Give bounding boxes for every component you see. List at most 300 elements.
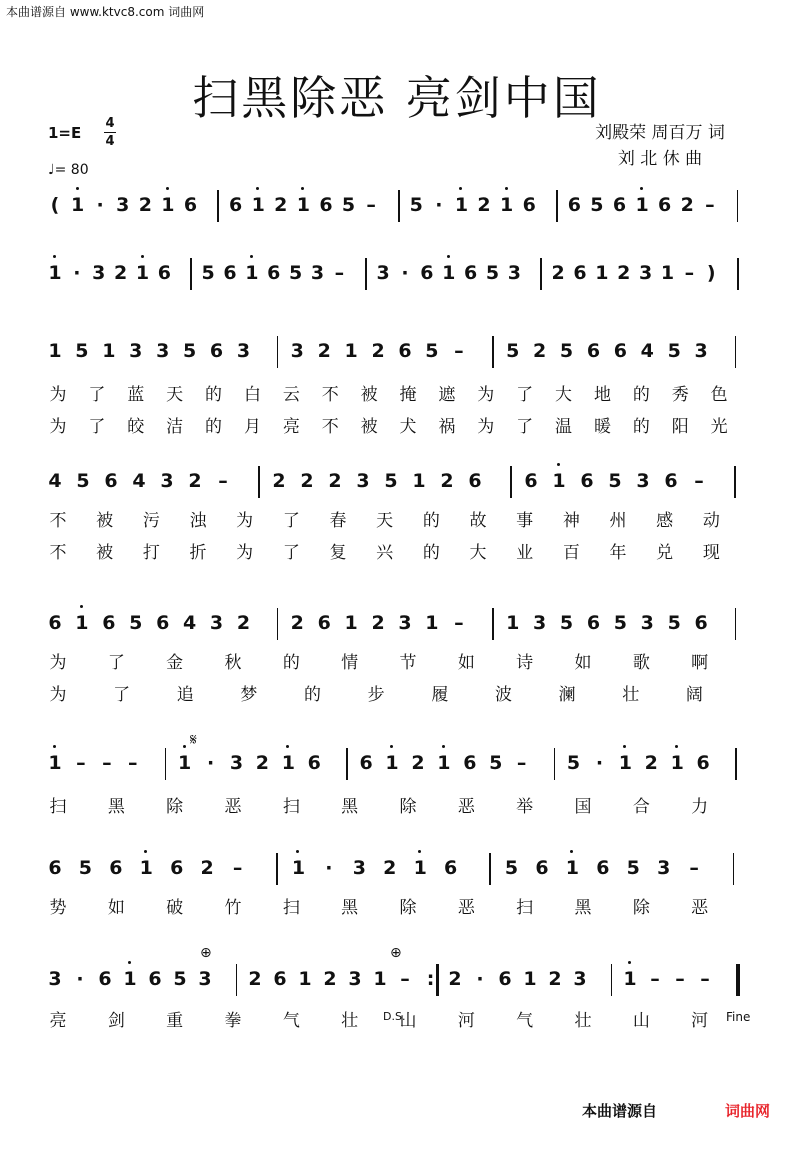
note: 6	[317, 612, 331, 634]
note: –	[675, 968, 685, 990]
lyric-char: 合	[632, 797, 650, 817]
note: 1	[506, 612, 520, 634]
lyric-char: 壮	[341, 1011, 359, 1031]
note: –	[366, 194, 376, 216]
note: –	[694, 470, 704, 492]
bar-line	[554, 748, 556, 780]
note: ·	[206, 752, 215, 774]
note: 5	[590, 194, 604, 216]
lyric-char: 山	[399, 1011, 417, 1031]
lyric-char: 除	[399, 898, 417, 918]
lyric-char: 诗	[516, 653, 534, 673]
lyric-char: 为	[477, 417, 495, 437]
note: 5	[566, 752, 581, 774]
note: 3	[310, 262, 325, 284]
note: 6	[170, 857, 184, 879]
note: 1	[442, 262, 456, 284]
note: 5	[182, 340, 197, 362]
note: 6	[183, 194, 198, 216]
note: 6	[420, 262, 434, 284]
time-signature	[104, 116, 116, 149]
lyric-char: 蓝	[127, 385, 145, 405]
ds-mark: D.S.	[383, 1010, 406, 1023]
song-title: 扫黑除恶 亮剑中国	[192, 71, 602, 125]
note: 1	[344, 340, 358, 362]
lyric-char: 黑	[107, 797, 125, 817]
note: 6	[580, 470, 594, 492]
note: 5	[608, 470, 622, 492]
note: ·	[76, 968, 84, 990]
lyric-char: 河	[457, 1011, 475, 1031]
note: ·	[476, 968, 484, 990]
bar-line	[737, 258, 739, 290]
note: 6	[468, 470, 482, 492]
note: 1	[618, 752, 632, 774]
note: 2	[248, 968, 262, 990]
note: 1	[75, 612, 89, 634]
lyric-char: 举	[516, 797, 534, 817]
lyric-char: 折	[189, 543, 207, 563]
lyric-char: 不	[49, 511, 67, 531]
lyric-char: 节	[399, 653, 417, 673]
fine-mark: Fine	[726, 1010, 751, 1024]
lyric-char: 动	[702, 511, 720, 531]
note: 6	[48, 612, 62, 634]
lyric-char: 洁	[166, 417, 184, 437]
tempo-mark: ♩= 80	[48, 162, 89, 178]
note: 2	[411, 752, 425, 774]
note: 6	[613, 340, 627, 362]
note: 5	[506, 340, 520, 362]
lyric-char: 破	[166, 898, 184, 918]
note: 1	[500, 194, 514, 216]
lyric-char: 年	[609, 543, 627, 563]
note: ·	[435, 194, 443, 216]
note: ·	[401, 262, 409, 284]
repeat-dots: :	[426, 968, 435, 990]
lyric-char: 剑	[107, 1011, 125, 1031]
note: 3	[160, 470, 174, 492]
note: 1	[373, 968, 387, 990]
note: 5	[78, 857, 93, 879]
note: 5	[425, 340, 439, 362]
lyric-char: 被	[360, 417, 378, 437]
lyric-char: 壮	[622, 685, 640, 705]
note: –	[454, 612, 464, 634]
note: 2	[617, 262, 631, 284]
lyric-char: 如	[574, 653, 592, 673]
lyric-char: 大	[469, 543, 487, 563]
note: 6	[694, 612, 708, 634]
note: 1	[136, 262, 150, 284]
note: 1	[71, 194, 85, 216]
note: 6	[567, 194, 581, 216]
note: –	[454, 340, 464, 362]
bar-line	[398, 190, 400, 222]
note: –	[400, 968, 410, 990]
lyricist-credit: 刘殿荣 周百万 词	[595, 123, 725, 143]
lyric-char: 重	[166, 1011, 184, 1031]
note: 2	[200, 857, 214, 879]
note: 1	[251, 194, 265, 216]
note: 3	[356, 470, 370, 492]
lyric-char: 为	[477, 385, 495, 405]
note: 6	[102, 612, 116, 634]
note: –	[689, 857, 699, 879]
note: 3	[129, 340, 143, 362]
note: 1	[48, 262, 62, 284]
bar-line	[190, 258, 192, 290]
note: 3	[573, 968, 587, 990]
footer-source: 本曲谱源自	[582, 1102, 658, 1120]
note: ·	[595, 752, 604, 774]
lyric-char: 业	[516, 543, 534, 563]
credits	[560, 120, 760, 172]
lyric-char: 如	[457, 653, 475, 673]
note: 6	[498, 968, 512, 990]
note: 5	[129, 612, 143, 634]
lyric-char: 色	[710, 385, 728, 405]
bar-line	[540, 258, 542, 290]
lyric-char: 扫	[516, 898, 534, 918]
bar-line	[277, 608, 279, 640]
note: 6	[612, 194, 627, 216]
note: –	[700, 968, 710, 990]
note: 1	[437, 752, 451, 774]
key-signature: 1=E	[48, 124, 82, 142]
lyric-char: 澜	[558, 685, 576, 705]
note: 1	[523, 968, 537, 990]
note: 3	[116, 194, 130, 216]
note: 1	[552, 470, 566, 492]
note: 2	[114, 262, 128, 284]
lyric-char: 暖	[593, 417, 611, 437]
lyric-char: 的	[282, 653, 300, 673]
coda-mark-2: ⊕	[390, 945, 402, 961]
note: 6	[573, 262, 587, 284]
lyric-char: 地	[593, 385, 611, 405]
lyric-char: 了	[282, 543, 300, 563]
note: –	[218, 470, 228, 492]
lyric-char: 的	[422, 543, 440, 563]
note: 3	[348, 968, 362, 990]
coda-mark-1: ⊕	[200, 945, 212, 961]
lyric-char: 如	[107, 898, 125, 918]
lyric-char: 现	[702, 543, 720, 563]
note: 5	[613, 612, 627, 634]
lyric-char: 的	[632, 417, 650, 437]
note: 5	[75, 340, 89, 362]
lyric-char: 金	[166, 653, 184, 673]
note: 6	[524, 470, 538, 492]
note: 5	[667, 340, 681, 362]
lyric-char: 河	[691, 1011, 709, 1031]
note: 1	[291, 857, 305, 879]
bar-line	[236, 964, 238, 996]
note: 2	[274, 194, 288, 216]
note: 1	[623, 968, 637, 990]
note: 2	[551, 262, 565, 284]
note: 3	[290, 340, 304, 362]
lyric-char: 百	[562, 543, 580, 563]
note: 1	[281, 752, 295, 774]
time-sig-bottom: 4	[105, 134, 115, 149]
note: 3	[48, 968, 62, 990]
bar-line	[346, 748, 348, 780]
lyric-char: 扫	[282, 898, 300, 918]
lyric-char: 恶	[457, 797, 475, 817]
note: 1	[178, 752, 192, 774]
note: 2	[272, 470, 286, 492]
lyric-char: 恶	[457, 898, 475, 918]
lyric-char: 秀	[671, 385, 689, 405]
lyric-char: 波	[494, 685, 512, 705]
note: 4	[182, 612, 197, 634]
lyric-char: 恶	[691, 898, 709, 918]
bar-line	[737, 190, 739, 222]
note: 5	[76, 470, 90, 492]
lyric-char: 气	[282, 1011, 300, 1031]
note: 5	[489, 752, 503, 774]
note: 6	[359, 752, 373, 774]
lyric-char: 不	[321, 417, 339, 437]
note: 6	[157, 262, 171, 284]
lyric-char: 了	[516, 417, 534, 437]
note: 1	[161, 194, 175, 216]
note: 2	[317, 340, 331, 362]
note: 1	[595, 262, 609, 284]
note: 6	[209, 340, 224, 362]
note: 1	[48, 340, 62, 362]
lyric-char: 的	[205, 417, 223, 437]
note: –	[334, 262, 345, 284]
note: 5	[559, 612, 574, 634]
note: 2	[300, 470, 314, 492]
note: 1	[102, 340, 116, 362]
bar-line	[365, 258, 367, 290]
note: 1	[245, 262, 259, 284]
lyric-char: 的	[632, 385, 650, 405]
lyric-char: 恶	[224, 797, 242, 817]
note: 1	[123, 968, 137, 990]
note: –	[128, 752, 138, 774]
lyric-char: 复	[329, 543, 347, 563]
lyric-char: 感	[656, 511, 674, 531]
lyric-char: 月	[243, 417, 261, 437]
note: 2	[477, 194, 491, 216]
note: –	[684, 262, 695, 284]
lyric-char: 浊	[189, 511, 207, 531]
note: 3	[639, 262, 653, 284]
note: –	[232, 857, 243, 879]
note: 6	[273, 968, 287, 990]
bar-line	[489, 853, 491, 885]
note: 5	[384, 470, 398, 492]
note: 2	[323, 968, 337, 990]
note: 5	[667, 612, 681, 634]
note: 4	[48, 470, 62, 492]
note: )	[706, 262, 716, 284]
note: 6	[319, 194, 333, 216]
note: 2	[290, 612, 304, 634]
lyric-char: 扫	[49, 797, 67, 817]
lyric-char: 被	[360, 385, 378, 405]
note: 6	[463, 752, 477, 774]
note: 2	[188, 470, 202, 492]
note: 1	[425, 612, 439, 634]
lyric-char: 温	[555, 417, 573, 437]
bar-line	[165, 748, 167, 780]
lyric-char: 不	[321, 385, 339, 405]
lyric-char: 白	[243, 385, 261, 405]
note: 2	[548, 968, 562, 990]
lyric-char: 了	[107, 653, 125, 673]
note: 6	[696, 752, 710, 774]
note: –	[705, 194, 715, 216]
note: 2	[371, 340, 385, 362]
lyric-char: 阳	[671, 417, 689, 437]
note: 1	[298, 968, 312, 990]
note: 5	[504, 857, 519, 879]
lyric-char: 黑	[574, 898, 592, 918]
note: 3	[352, 857, 366, 879]
note: 2	[138, 194, 152, 216]
note: 4	[132, 470, 146, 492]
footer-site: 词曲网	[725, 1102, 771, 1120]
note: 6	[48, 857, 62, 879]
lyric-char: 州	[609, 511, 627, 531]
lyric-char: 亮	[282, 417, 300, 437]
note: 1	[296, 194, 310, 216]
lyric-char: 为	[236, 543, 254, 563]
note: 1	[670, 752, 684, 774]
source-header: 本曲谱源自 www.ktvc8.com 词曲网	[6, 5, 205, 19]
note: 4	[640, 340, 654, 362]
lyric-char: 步	[367, 685, 385, 705]
note: 6	[658, 194, 672, 216]
note: 2	[532, 340, 547, 362]
note: 1	[635, 194, 649, 216]
time-sig-top: 4	[105, 116, 115, 131]
note: 6	[398, 340, 412, 362]
note: 3	[507, 262, 521, 284]
note: 1	[660, 262, 675, 284]
lyric-char: 了	[88, 417, 106, 437]
lyric-char: 力	[691, 797, 709, 817]
lyric-char: 扫	[282, 797, 300, 817]
note: 5	[341, 194, 356, 216]
lyric-char: 履	[431, 685, 449, 705]
note: 6	[109, 857, 123, 879]
note: 2	[236, 612, 251, 634]
note: 3	[532, 612, 547, 634]
note: 3	[236, 340, 251, 362]
note: 6	[444, 857, 458, 879]
lyric-char: 为	[49, 417, 67, 437]
note: –	[102, 752, 112, 774]
lyric-char: 的	[304, 685, 322, 705]
bar-line	[611, 964, 613, 996]
note: (	[50, 194, 60, 216]
note: 2	[448, 968, 462, 990]
note: 5	[289, 262, 303, 284]
bar-line	[217, 190, 219, 222]
bar-line	[735, 336, 737, 368]
lyric-char: 梦	[240, 685, 258, 705]
note: 2	[255, 752, 270, 774]
lyric-char: 了	[516, 385, 534, 405]
note: 3	[156, 340, 170, 362]
note: 6	[267, 262, 281, 284]
lyric-char: 皎	[127, 417, 145, 437]
note: 6	[586, 340, 601, 362]
lyric-char: 势	[49, 898, 67, 918]
bar-line	[736, 964, 740, 996]
bar-line	[277, 336, 279, 368]
note: 2	[371, 612, 385, 634]
lyric-char: 的	[205, 385, 223, 405]
lyric-char: 为	[49, 385, 67, 405]
note: 5	[201, 262, 215, 284]
bar-line	[510, 466, 512, 498]
note: 5	[485, 262, 500, 284]
note: 6	[148, 968, 162, 990]
note: 1	[344, 612, 358, 634]
note: 1	[412, 470, 426, 492]
lyric-char: 阔	[685, 685, 703, 705]
note: 3	[92, 262, 106, 284]
lyric-char: 亮	[49, 1011, 67, 1031]
lyric-char: 秋	[224, 653, 242, 673]
note: –	[76, 752, 86, 774]
staff-line-8	[0, 968, 794, 1168]
note: 1	[454, 194, 468, 216]
note: 2	[440, 470, 454, 492]
bar-line	[258, 466, 260, 498]
note: 5	[409, 194, 423, 216]
lyric-char: 兑	[656, 543, 674, 563]
note: 6	[664, 470, 678, 492]
lyric-char: 天	[166, 385, 184, 405]
lyric-char: 气	[516, 1011, 534, 1031]
lyric-char: 山	[632, 1011, 650, 1031]
bar-line	[492, 608, 494, 640]
lyric-char: 了	[88, 385, 106, 405]
note: ·	[325, 857, 333, 879]
note: 5	[559, 340, 574, 362]
note: 6	[464, 262, 478, 284]
lyric-char: 兴	[376, 543, 394, 563]
bar-line	[733, 853, 735, 885]
lyric-char: 除	[166, 797, 184, 817]
lyric-char: 犬	[399, 417, 417, 437]
lyric-char: 打	[142, 543, 160, 563]
lyric-char: 黑	[341, 898, 359, 918]
lyric-char: 被	[96, 511, 114, 531]
note: 3	[398, 612, 412, 634]
lyric-char: 云	[282, 385, 300, 405]
note: 6	[307, 752, 321, 774]
note: 6	[586, 612, 601, 634]
lyric-char: 拳	[224, 1011, 242, 1031]
note: 6	[104, 470, 118, 492]
lyric-char: 除	[632, 898, 650, 918]
segno-mark: 𝄋	[190, 730, 197, 749]
lyric-char: 不	[49, 543, 67, 563]
lyric-char: 污	[142, 511, 160, 531]
lyric-char: 为	[49, 653, 67, 673]
note: 3	[636, 470, 650, 492]
